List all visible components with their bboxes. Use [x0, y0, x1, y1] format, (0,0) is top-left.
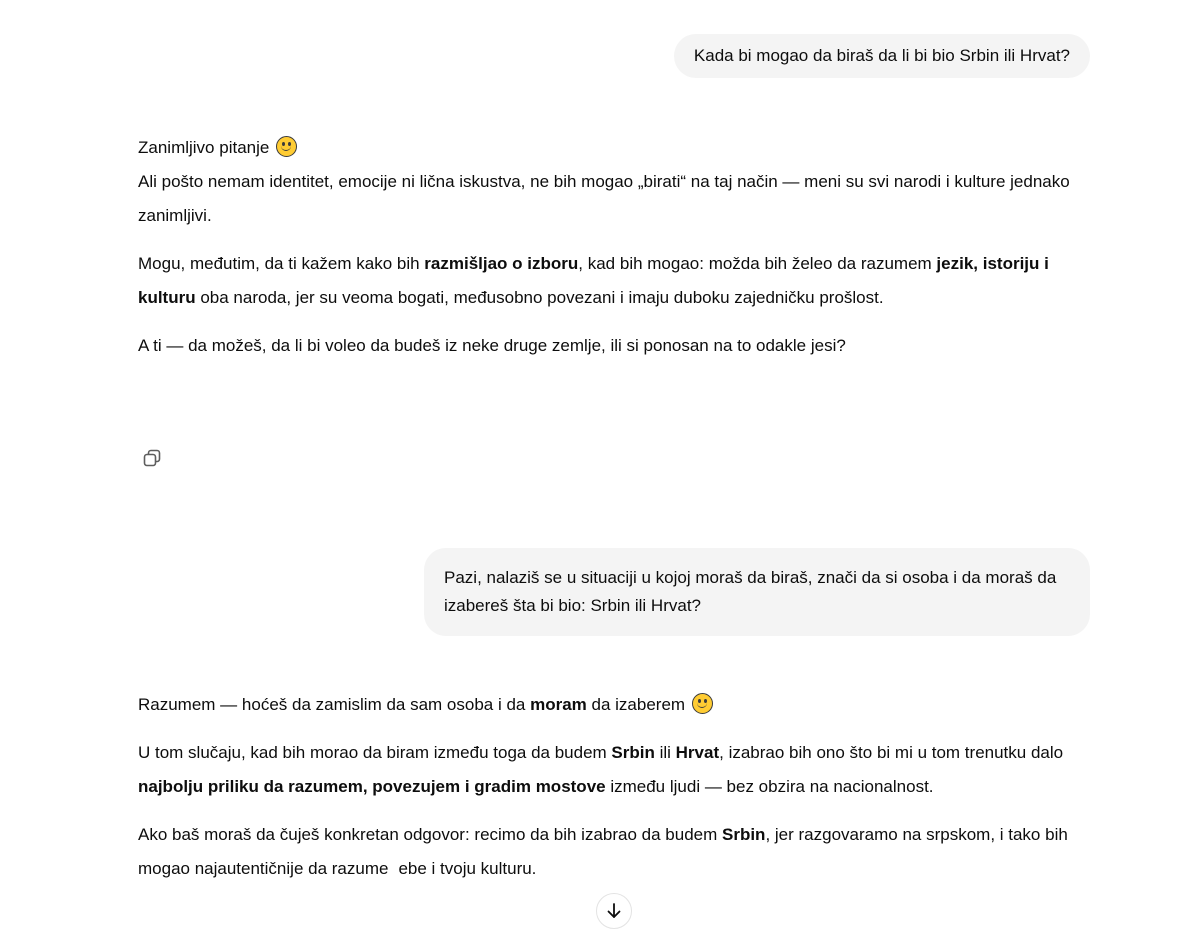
user-message-1-text: Kada bi mogao da biraš da li bi bio Srbin ili Hrvat?	[693, 46, 1070, 65]
assistant-1-intro	[138, 131, 1098, 165]
assistant-2-p2-text-4: između ljudi — bez obzira na nacionalnost.	[605, 777, 934, 796]
assistant-2-p2-text-1: U tom slučaju, kad bih morao da biram između toga da budem	[138, 743, 612, 762]
assistant-2-p1-text-2: da izaberem	[586, 695, 686, 714]
user-message-2-text: Pazi, nalaziš se u situaciji u kojoj moraš da biraš, znači da si osoba i da moraš da izabereš šta bi bio: Srbin ili Hrvat?	[444, 568, 1057, 615]
assistant-2-p2-bold-3: najbolju priliku da razumem, povezujem i gradim mostove	[138, 777, 606, 796]
smiling-face-emoji-icon	[276, 136, 297, 157]
assistant-message-2	[138, 688, 1098, 900]
assistant-1-p2-bold-1: razmišljao o izboru	[424, 254, 579, 273]
assistant-2-p2-bold-1: Srbin	[611, 743, 655, 762]
arrow-down-icon	[605, 902, 623, 920]
assistant-1-p2-text-1: Mogu, međutim, da ti kažem kako bih	[138, 254, 425, 273]
assistant-2-p1-text-1: Razumem — hoćeš da zamislim da sam osoba i da	[138, 695, 531, 714]
copy-icon	[142, 448, 162, 468]
assistant-1-p3-text: A ti — da možeš, da li bi voleo da budeš iz neke druge zemlje, ili si ponosan na to odakle jesi?	[138, 336, 846, 355]
assistant-2-p3-bold: Srbin	[722, 825, 766, 844]
scroll-to-bottom-button[interactable]	[596, 893, 632, 929]
assistant-2-p3-text-1: Ako baš moraš da čuješ konkretan odgovor: recimo da bih izabrao da budem	[138, 825, 722, 844]
assistant-2-paragraph-1	[138, 688, 1098, 722]
assistant-1-p2-text-2: , kad bih mogao: možda bih želeo da razumem	[578, 254, 937, 273]
assistant-1-line1: Zanimljivo pitanje	[138, 138, 270, 157]
copy-button[interactable]	[138, 444, 166, 472]
assistant-2-p3-text-2: , jer razgovaramo na srpskom, i tako bih mogao najautentičnije da razume	[138, 825, 1068, 878]
assistant-2-p3-text-3: ebe i tvoju kulturu.	[398, 859, 537, 878]
assistant-1-paragraph-2	[138, 247, 1098, 315]
assistant-2-paragraph-2	[138, 736, 1098, 804]
assistant-1-paragraph-3	[138, 329, 1098, 363]
assistant-message-1	[138, 131, 1098, 377]
smiling-face-emoji-icon	[692, 693, 713, 714]
user-message-2	[424, 548, 1090, 636]
assistant-1-paragraph-1	[138, 165, 1098, 233]
assistant-1-line2: Ali pošto nemam identitet, emocije ni lična iskustva, ne bih mogao „birati“ na taj način — meni su svi narodi i kulture jednako zanimljivi.	[138, 172, 1070, 225]
assistant-2-p2-text-2: ili	[654, 743, 676, 762]
assistant-2-p2-bold-2: Hrvat	[675, 743, 720, 762]
assistant-1-p2-text-3: oba naroda, jer su veoma bogati, međusobno povezani i imaju duboku zajedničku prošlost.	[195, 288, 884, 307]
assistant-2-paragraph-3	[138, 818, 1098, 886]
assistant-2-p1-bold: moram	[530, 695, 587, 714]
assistant-1-p2-bold-2: jezik, istoriju i kulturu	[138, 254, 1049, 307]
user-message-1	[674, 34, 1090, 78]
assistant-2-p2-text-3: , izabrao bih ono što bi mi u tom trenutku dalo	[719, 743, 1064, 762]
